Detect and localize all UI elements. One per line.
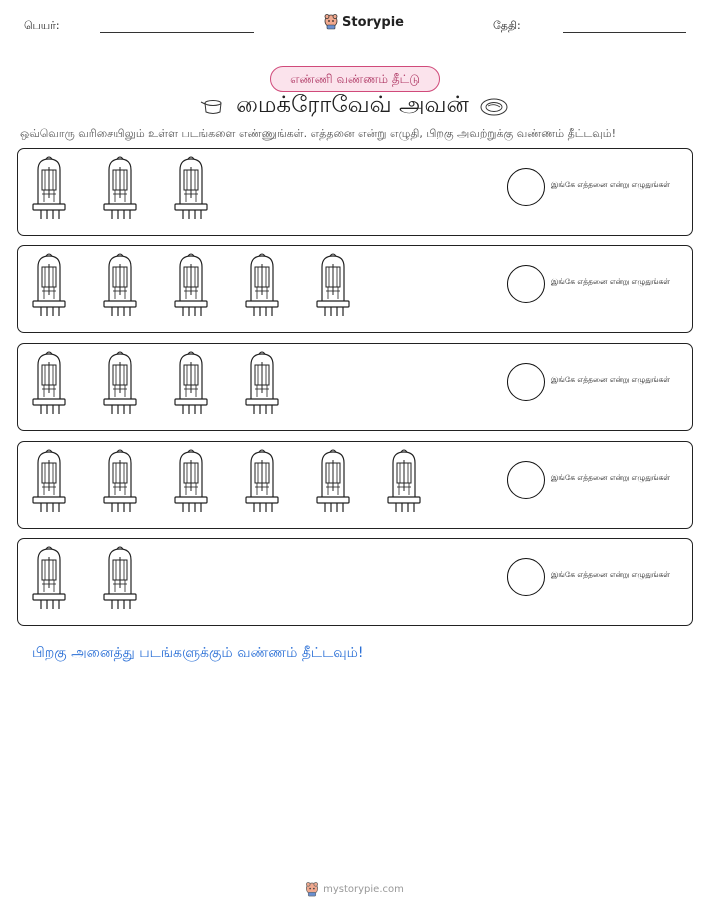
site-url: mystorypie.com	[323, 884, 404, 895]
footer-instruction: பிறகு அனைத்து படங்களுக்கும் வண்ணம் தீட்டவும்!	[32, 645, 364, 661]
answer-hint: இங்கே எத்தனை என்று எழுதுங்கள்	[551, 277, 671, 286]
answer-hint: இங்கே எத்தனை என்று எழுதுங்கள்	[551, 375, 671, 384]
answer-hint: இங்கே எத்தனை என்று எழுதுங்கள்	[551, 180, 671, 189]
site-footer	[0, 882, 709, 900]
plate-icon	[479, 96, 509, 118]
vacuum-tube-icon	[171, 449, 211, 515]
brand-logo	[324, 14, 404, 30]
activity-badge: எண்ணி வண்ணம் தீட்டு	[270, 66, 440, 92]
vacuum-tube-icon	[242, 449, 282, 515]
counting-row	[17, 441, 693, 529]
vacuum-tube-icon	[242, 253, 282, 319]
answer-circle[interactable]	[507, 558, 545, 596]
answer-hint: இங்கே எத்தனை என்று எழுதுங்கள்	[551, 473, 671, 482]
answer-circle[interactable]	[507, 461, 545, 499]
vacuum-tube-icon	[384, 449, 424, 515]
name-label: பெயர்:	[24, 19, 60, 32]
answer-circle[interactable]	[507, 363, 545, 401]
vacuum-tube-icon	[29, 156, 69, 222]
vacuum-tube-icon	[313, 449, 353, 515]
vacuum-tube-icon	[100, 253, 140, 319]
brand-name: Storypie	[342, 14, 404, 30]
vacuum-tube-icon	[29, 546, 69, 612]
vacuum-tube-icon	[29, 253, 69, 319]
vacuum-tube-icon	[29, 351, 69, 417]
page-title: மைக்ரோவேவ் அவன்	[236, 92, 469, 118]
vacuum-tube-icon	[171, 253, 211, 319]
vacuum-tube-icon	[242, 351, 282, 417]
answer-hint: இங்கே எத்தனை என்று எழுதுங்கள்	[551, 570, 671, 579]
vacuum-tube-icon	[313, 253, 353, 319]
storypie-mascot-icon	[305, 882, 319, 897]
vacuum-tube-icon	[29, 449, 69, 515]
vacuum-tube-icon	[100, 449, 140, 515]
counting-row	[17, 148, 693, 236]
page-title-container	[0, 92, 709, 123]
counting-row	[17, 538, 693, 626]
storypie-mascot-icon	[324, 14, 338, 30]
date-label: தேதி:	[493, 19, 521, 32]
date-field-line[interactable]	[563, 32, 686, 33]
counting-row	[17, 343, 693, 431]
answer-circle[interactable]	[507, 168, 545, 206]
vacuum-tube-icon	[171, 156, 211, 222]
instructions-text: ஒவ்வொரு வரிசையிலும் உள்ள படங்களை எண்ணுங்கள். எத்தனை என்று எழுதி, பிறகு அவற்றுக்கு வண்ணம் தீட்டவும்!	[20, 127, 617, 140]
pot-icon	[200, 97, 226, 117]
answer-circle[interactable]	[507, 265, 545, 303]
vacuum-tube-icon	[100, 351, 140, 417]
vacuum-tube-icon	[100, 546, 140, 612]
name-field-line[interactable]	[100, 32, 254, 33]
vacuum-tube-icon	[171, 351, 211, 417]
counting-row	[17, 245, 693, 333]
vacuum-tube-icon	[100, 156, 140, 222]
